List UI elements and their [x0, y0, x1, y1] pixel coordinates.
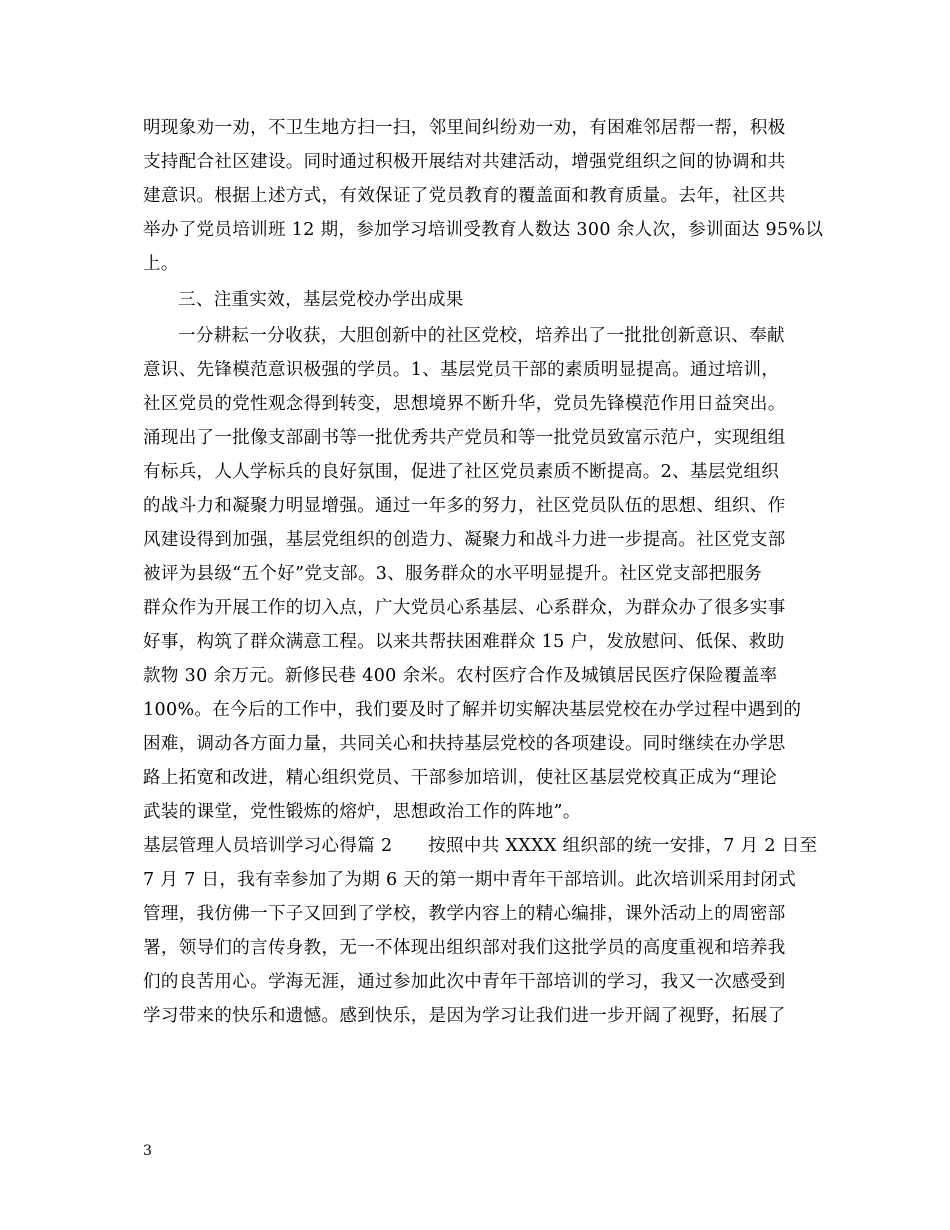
- text-line: 武装的课堂，党性锻炼的熔炉，思想政治工作的阵地”。: [143, 802, 581, 822]
- text-line: 举办了党员培训班 12 期，参加学习培训受教育人数达 300 余人次，参训面达 95%以: [143, 220, 824, 240]
- text-line: 们的良苦用心。学海无涯，通过参加此次中青年干部培训的学习，我又一次感受到: [143, 972, 786, 992]
- text-line: 涌现出了一批像支部副书等一批优秀共产党员和等一批党员致富示范户，实现组组: [143, 428, 786, 448]
- section-heading: 三、注重实效，基层党校办学出成果: [178, 290, 464, 310]
- text-line: 群众作为开展工作的切入点，广大党员心系基层、心系群众，为群众办了很多实事: [143, 598, 786, 618]
- text-line: 社区党员的党性观念得到转变，思想境界不断升华，党员先锋模范作用日益突出。: [143, 394, 786, 414]
- text-line: 7 月 7 日，我有幸参加了为期 6 天的第一期中青年干部培训。此次培训采用封闭式: [143, 870, 797, 890]
- text-line: 风建设得到加强，基层党组织的创造力、凝聚力和战斗力进一步提高。社区党支部: [143, 530, 786, 550]
- text-line: 建意识。根据上述方式，有效保证了党员教育的覆盖面和教育质量。去年，社区共: [143, 186, 786, 206]
- text-line: 意识、先锋模范意识极强的学员。1、基层党员干部的素质明显提高。通过培训，: [143, 360, 780, 380]
- text-line: 路上拓宽和改进，精心组织党员、干部参加培训，使社区基层党校真正成为“理论: [143, 768, 778, 788]
- text-line: 款物 30 余万元。新修民巷 400 余米。农村医疗合作及城镇居民医疗保险覆盖率: [143, 666, 778, 686]
- text-line: 学习带来的快乐和遗憾。感到快乐，是因为学习让我们进一步开阔了视野，拓展了: [143, 1006, 786, 1026]
- text-line: 上。: [143, 254, 179, 274]
- text-line: 署，领导们的言传身教，无一不体现出组织部对我们这批学员的高度重视和培养我: [143, 938, 786, 958]
- text-line: 100%。在今后的工作中，我们要及时了解并切实解决基层党校在办学过程中遇到的: [143, 700, 802, 720]
- text-line: 被评为县级“五个好”党支部。3、服务群众的水平明显提升。社区党支部把服务: [143, 564, 763, 584]
- text-line: 的战斗力和凝聚力明显增强。通过一年多的努力，社区党员队伍的思想、组织、作: [143, 496, 786, 516]
- text-line: 明现象劝一劝，不卫生地方扫一扫，邻里间纠纷劝一劝，有困难邻居帮一帮，积极: [143, 118, 786, 138]
- text-line: 一分耕耘一分收获，大胆创新中的社区党校，培养出了一批批创新意识、奉献: [178, 326, 785, 346]
- text-line: 好事，构筑了群众满意工程。以来共帮扶困难群众 15 户，发放慰问、低保、救助: [143, 632, 785, 652]
- text-line: 困难，调动各方面力量，共同关心和扶持基层党校的各项建设。同时继续在办学思: [143, 734, 786, 754]
- text-line: 管理，我仿佛一下子又回到了学校，教学内容上的精心编排，课外活动上的周密部: [143, 904, 786, 924]
- text-line: 支持配合社区建设。同时通过积极开展结对共建活动，增强党组织之间的协调和共: [143, 152, 786, 172]
- text-line: 有标兵，人人学标兵的良好氛围，促进了社区党员素质不断提高。2、基层党组织: [143, 462, 780, 482]
- text-line: 基层管理人员培训学习心得篇 2 按照中共 XXXX 组织部的统一安排，7 月 2 日至: [143, 836, 818, 856]
- page-number: 3: [143, 1143, 152, 1159]
